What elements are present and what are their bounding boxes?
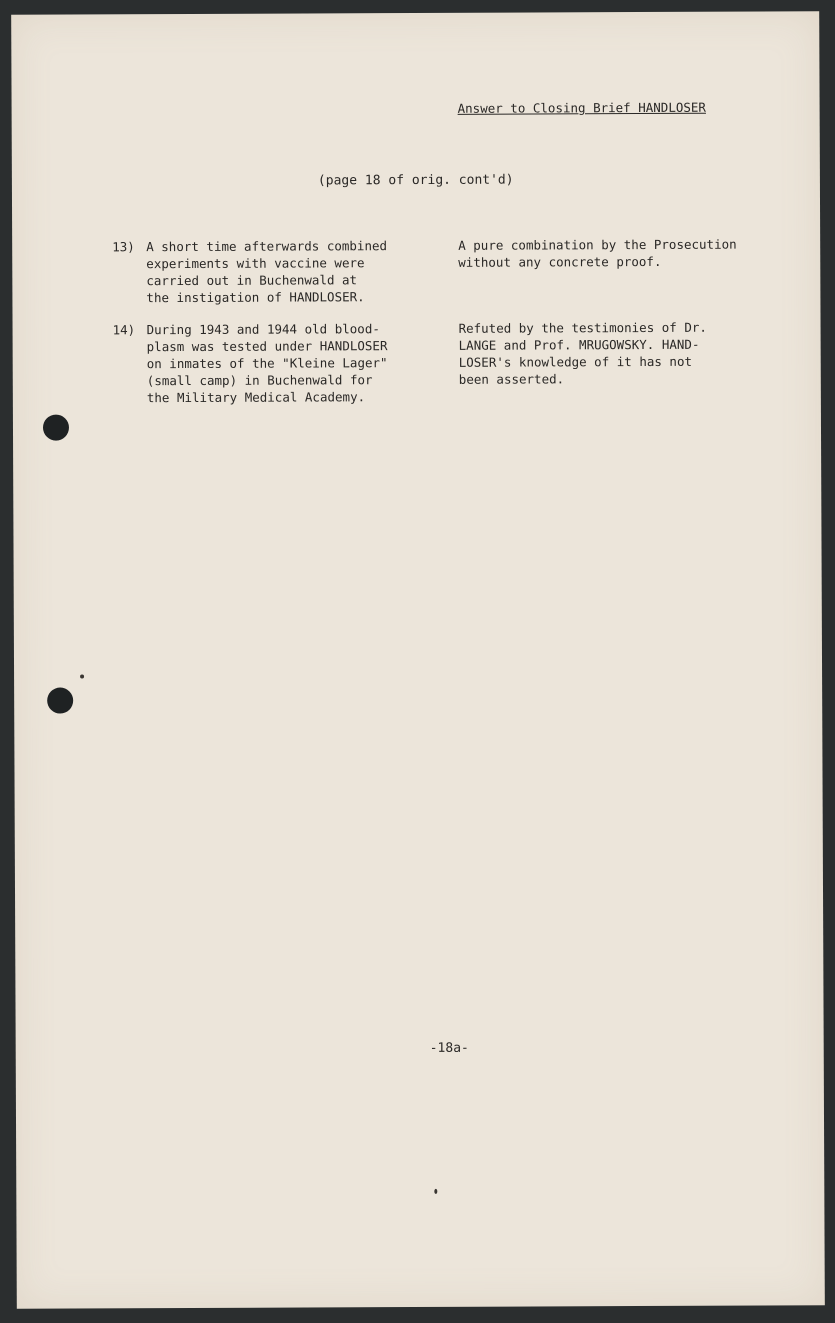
page-continuation-note: (page 18 of orig. cont'd) [317, 172, 514, 189]
punch-hole [43, 415, 69, 441]
document-sheet [11, 11, 825, 1309]
entry-14 [112, 318, 793, 406]
ink-speck [80, 674, 84, 678]
entry-allegation: A short time afterwards combined experiments with vaccine were carried out in Buchenwald at the instigation of HANDLOSER. [146, 238, 388, 306]
punch-hole [47, 688, 73, 714]
document-header: Answer to Closing Brief HANDLOSER [457, 99, 706, 116]
entry-number: 13) [112, 239, 135, 255]
page-number: -18a- [429, 1040, 469, 1056]
entry-allegation: During 1943 and 1944 old blood- plasm was tested under HANDLOSER on inmates of the "Kleine Lager" (small camp) in Buchenwald for the Military Medical Academy. [146, 321, 388, 406]
entry-response: A pure combination by the Prosecution without any concrete proof. [458, 236, 737, 270]
entry-13 [112, 235, 792, 306]
entry-response: Refuted by the testimonies of Dr. LANGE and Prof. MRUGOWSKY. HAND- LOSER's knowledge of it has not been asserted. [458, 319, 707, 387]
entry-number: 14) [112, 322, 136, 338]
ink-speck [434, 1189, 437, 1194]
